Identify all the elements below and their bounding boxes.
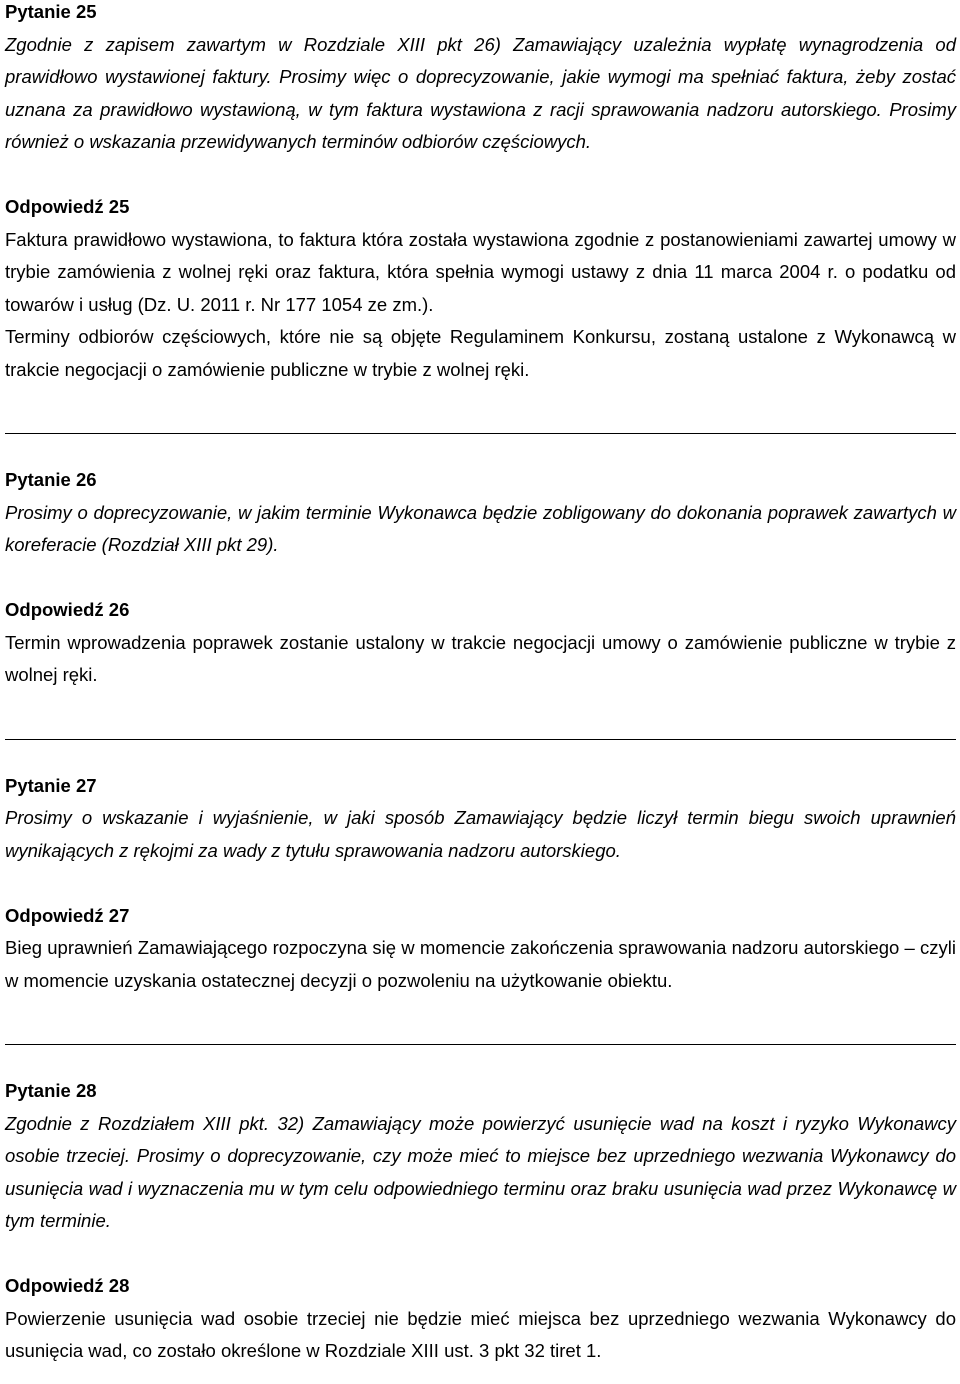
question-text: Prosimy o wskazanie i wyjaśnienie, w jaki sposób Zamawiający będzie liczył termin biegu swoich uprawnień wynikających z rękojmi za wady z tytułu sprawowania nadzoru autorskiego. <box>5 807 956 861</box>
paragraph-spacer <box>5 562 956 595</box>
question-heading: Pytanie 25 <box>5 1 97 22</box>
qa-section-27 <box>5 770 956 998</box>
question-heading: Pytanie 26 <box>5 469 97 490</box>
qa-section-26 <box>5 464 956 692</box>
question-text: Prosimy o doprecyzowanie, w jakim terminie Wykonawca będzie zobligowany do dokonania poprawek zawartych w koreferacie (Rozdział XIII pkt 29). <box>5 501 956 555</box>
section-divider <box>5 433 956 434</box>
qa-section-25 <box>5 0 956 386</box>
paragraph-spacer <box>5 159 956 192</box>
section-divider <box>5 739 956 740</box>
answer-heading: Odpowiedź 25 <box>5 196 130 217</box>
question-heading: Pytanie 27 <box>5 774 97 796</box>
qa-section-28 <box>5 1075 956 1368</box>
question-text: Zgodnie z zapisem zawartym w Rozdziale XIII pkt 26) Zamawiający uzależnia wypłatę wynagrodzenia od prawidłowo wystawionej faktury. Prosimy więc o doprecyzowanie, jakie wymogi ma spełniać faktura, żeby zostać uznana za prawidłowo wystawioną, w tym faktura wystawiona z racji sprawowania nadzoru autorskiego. Prosimy również o wskazania przewidywanych terminów odbiorów częściowych. <box>5 33 956 152</box>
question-heading: Pytanie 28 <box>5 1080 97 1101</box>
answer-heading: Odpowiedź 26 <box>5 599 130 620</box>
answer-heading: Odpowiedź 27 <box>5 904 130 926</box>
answer-paragraph: Terminy odbiorów częściowych, które nie są objęte Regulaminem Konkursu, zostaną ustalone z Wykonawcą w trakcie negocjacji o zamówienie publiczne w trybie z wolnej ręki. <box>5 326 956 380</box>
paragraph-spacer <box>5 867 956 900</box>
answer-paragraph: Termin wprowadzenia poprawek zostanie ustalony w trakcie negocjacji umowy o zamówienie publiczne w trybie z wolnej ręki. <box>5 631 956 685</box>
paragraph-spacer <box>5 1238 956 1271</box>
question-text: Zgodnie z Rozdziałem XIII pkt. 32) Zamawiający może powierzyć usunięcie wad na koszt i ryzyko Wykonawcy osobie trzeciej. Prosimy o doprecyzowanie, czy może mieć to miejsce bez uprzedniego wezwania Wykonawcy do usunięcia wad i wyznaczenia mu w tym celu odpowiedniego terminu oraz braku usunięcia wad przez Wykonawcę w tym terminie. <box>5 1112 956 1231</box>
answer-paragraph: Faktura prawidłowo wystawiona, to faktura która została wystawiona zgodnie z postanowieniami zawartej umowy w trybie zamówienia z wolnej ręki oraz faktura, która spełnia wymogi ustawy z dnia 11 marca 2004 r. o podatku od towarów i usług (Dz. U. 2011 r. Nr 177 1054 ze zm.). <box>5 228 956 315</box>
answer-paragraph: Bieg uprawnień Zamawiającego rozpoczyna się w momencie zakończenia sprawowania nadzoru autorskiego – czyli w momencie uzyskania ostatecznej decyzji o pozwoleniu na użytkowanie obiektu. <box>5 937 956 991</box>
section-divider <box>5 1044 956 1045</box>
answer-heading: Odpowiedź 28 <box>5 1275 130 1296</box>
answer-paragraph: Powierzenie usunięcia wad osobie trzeciej nie będzie mieć miejsca bez uprzedniego wezwania Wykonawcy do usunięcia wad, co zostało określone w Rozdziale XIII ust. 3 pkt 32 tiret 1. <box>5 1307 956 1361</box>
